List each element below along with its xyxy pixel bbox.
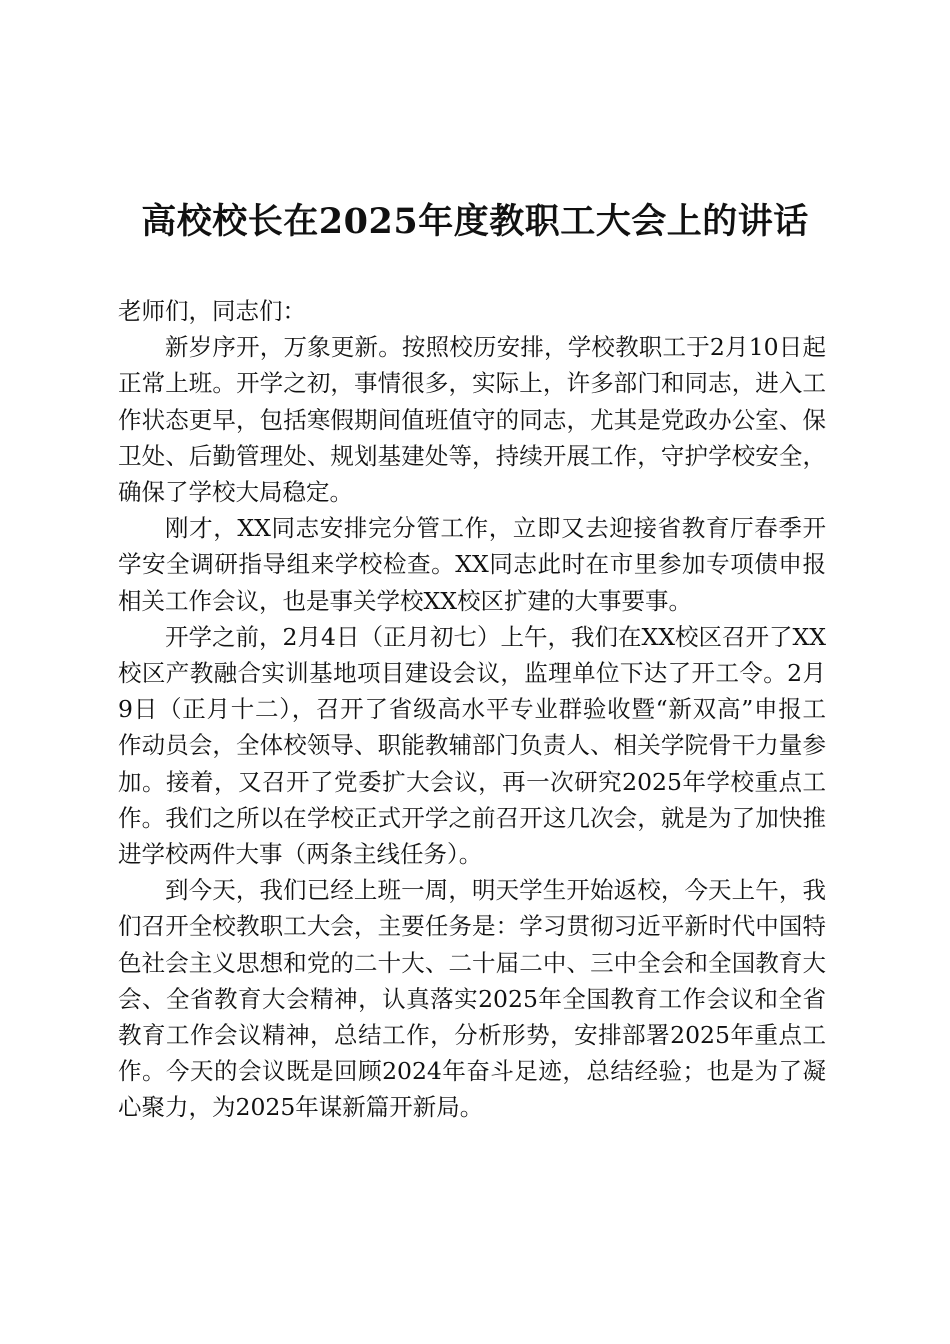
paragraph-3: 开学之前，2月4日（正月初七）上午，我们在XX校区召开了XX校区产教融合实训基地项目建设会议，监理单位下达了开工令。2月9日（正月十二），召开了省级高水平专业群验收暨“新双高”申报工作动员会，全体校领导、职能教辅部门负责人、相关学院骨干力量参加。接着，又召开了党委扩大会议，再一次研究2025年学校重点工作。我们之所以在学校正式开学之前召开这几次会，就是为了加快推进学校两件大事（两条主线任务）。 — [118, 622, 826, 869]
paragraph-1: 新岁序开，万象更新。按照校历安排，学校教职工于2月10日起正常上班。开学之初，事情很多，实际上，许多部门和同志，进入工作状态更早，包括寒假期间值班值守的同志，尤其是党政办公室、保卫处、后勤管理处、规划基建处等，持续开展工作，守护学校安全，确保了学校大局稳定。 — [118, 333, 826, 507]
paragraph-2: 刚才，XX同志安排完分管工作，立即又去迎接省教育厅春季开学安全调研指导组来学校检查。XX同志此时在市里参加专项债申报相关工作会议，也是事关学校XX校区扩建的大事要事。 — [118, 514, 826, 615]
document-body — [118, 293, 826, 1126]
document-title: 高校校长在2025年度教职工大会上的讲话 — [141, 201, 809, 242]
paragraph-4: 到今天，我们已经上班一周，明天学生开始返校，今天上午，我们召开全校教职工大会，主要任务是：学习贯彻习近平新时代中国特色社会主义思想和党的二十大、二十届二中、三中全会和全国教育大会、全省教育大会精神，认真落实2025年全国教育工作会议和全省教育工作会议精神，总结工作，分析形势，安排部署2025年重点工作。今天的会议既是回顾2024年奋斗足迹，总结经验；也是为了凝心聚力，为2025年谋新篇开新局。 — [118, 876, 826, 1122]
salutation: 老师们，同志们： — [118, 297, 306, 325]
